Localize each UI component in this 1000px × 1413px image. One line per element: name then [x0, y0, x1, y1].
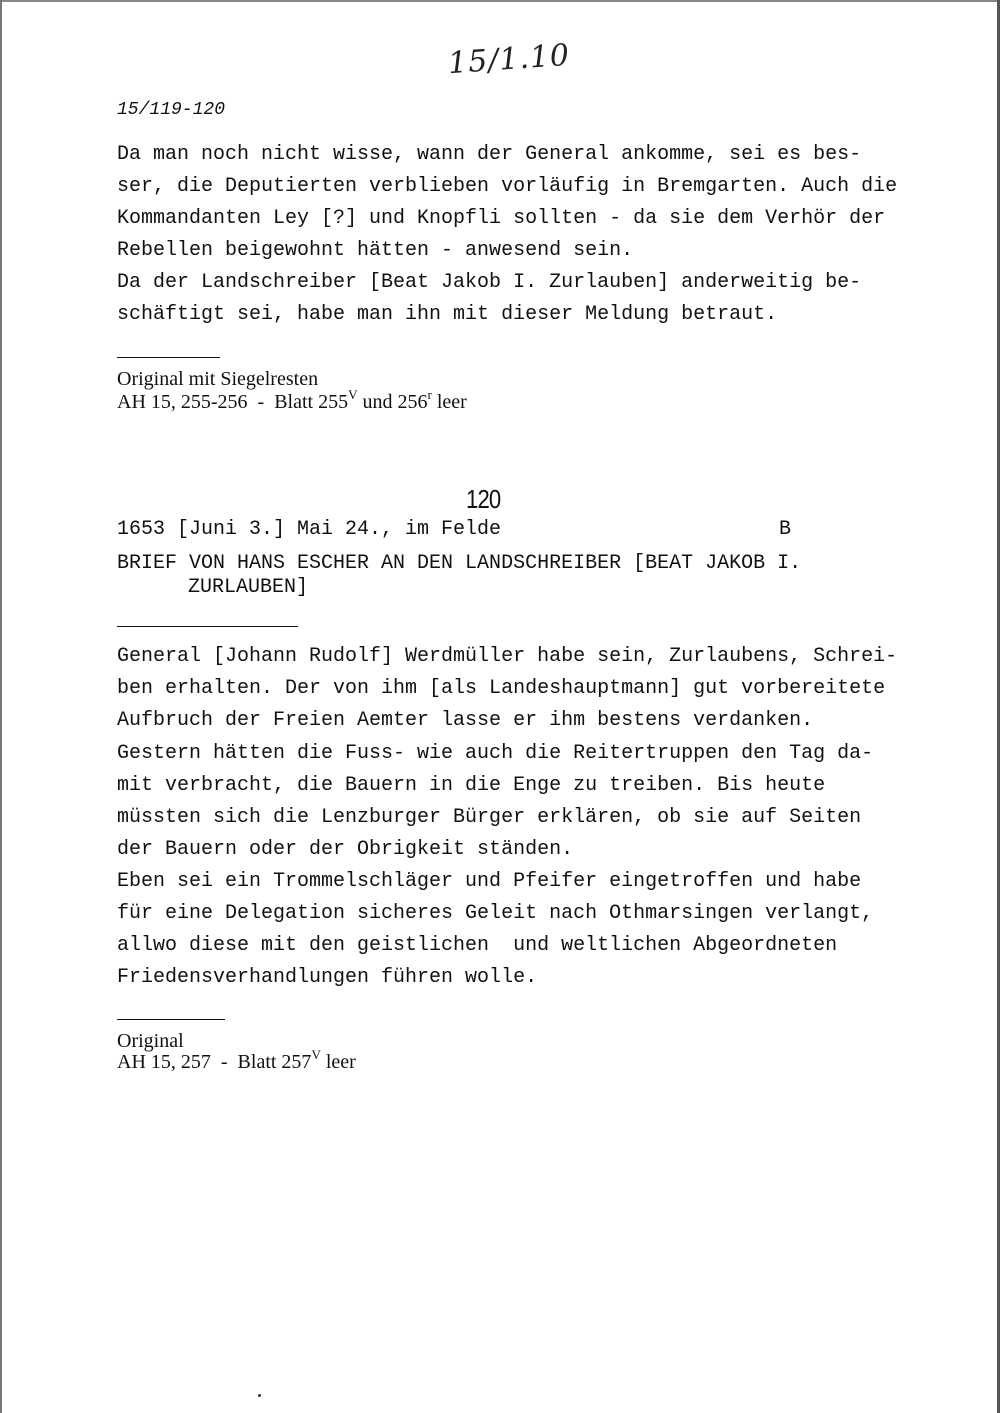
letter-title-continued: ZURLAUBEN]: [188, 576, 309, 599]
source-reference-text: AH 15, 255-256 - Blatt 255: [117, 391, 349, 413]
text-line: mit verbracht, die Bauern in die Enge zu treiben. Bis heute: [117, 774, 826, 797]
scan-edge-left: [0, 0, 2, 1413]
text-line: allwo diese mit den geistlichen und weltlichen Abgeordneten: [117, 934, 838, 957]
source-reference: [117, 1047, 356, 1074]
source-reference-end: leer: [431, 391, 467, 413]
text-line: Eben sei ein Trommelschläger und Pfeifer eingetroffen und habe: [117, 870, 862, 893]
footnote-divider: [117, 1019, 225, 1020]
title-divider: [117, 626, 298, 627]
text-line: Da man noch nicht wisse, wann der General ankomme, sei es bes-: [117, 143, 862, 166]
letter-date: 1653 [Juni 3.] Mai 24., im Felde: [117, 518, 502, 541]
recto-mark: r: [427, 387, 432, 402]
source-reference: [117, 387, 467, 414]
scan-speck: [258, 1394, 261, 1397]
scan-edge-top: [0, 0, 1000, 2]
text-line: Gestern hätten die Fuss- wie auch die Reitertruppen den Tag da-: [117, 742, 874, 765]
footnote-divider: [117, 357, 220, 358]
text-line: ben erhalten. Der von ihm [als Landeshauptmann] gut vorbereitete: [117, 677, 886, 700]
verso-mark: V: [348, 387, 358, 402]
letter-number: 120: [466, 484, 501, 514]
text-line: General [Johann Rudolf] Werdmüller habe sein, Zurlaubens, Schrei-: [117, 645, 898, 668]
text-line: ser, die Deputierten verblieben vorläufig in Bremgarten. Auch die: [117, 175, 898, 198]
source-reference-text: AH 15, 257 - Blatt 257: [117, 1051, 312, 1073]
text-line: schäftigt sei, habe man ihn mit dieser Meldung betraut.: [117, 303, 778, 326]
text-line: Friedensverhandlungen führen wolle.: [117, 966, 538, 989]
verso-mark: V: [311, 1047, 321, 1062]
text-line: Rebellen beigewohnt hätten - anwesend sein.: [117, 239, 634, 262]
text-line: Aufbruch der Freien Aemter lasse er ihm bestens verdanken.: [117, 709, 814, 732]
handwritten-archive-mark: 15/1.10: [446, 37, 572, 82]
text-line: müssten sich die Lenzburger Bürger erklären, ob sie auf Seiten: [117, 806, 862, 829]
letter-type-code: B: [779, 518, 792, 541]
letter-title: BRIEF VON HANS ESCHER AN DEN LANDSCHREIBER [BEAT JAKOB I.: [117, 552, 802, 575]
text-line: für eine Delegation sicheres Geleit nach Othmarsingen verlangt,: [117, 902, 874, 925]
page-reference: 15/119-120: [117, 100, 226, 120]
text-line: Da der Landschreiber [Beat Jakob I. Zurlauben] anderweitig be-: [117, 271, 862, 294]
source-note: Original: [117, 1030, 184, 1052]
source-reference-mid: und 256: [357, 391, 428, 413]
source-reference-end: leer: [320, 1051, 356, 1073]
source-note: Original mit Siegelresten: [117, 368, 319, 390]
text-line: Kommandanten Ley [?] und Knopfli sollten - da sie dem Verhör der: [117, 207, 886, 230]
text-line: der Bauern oder der Obrigkeit ständen.: [117, 838, 574, 861]
